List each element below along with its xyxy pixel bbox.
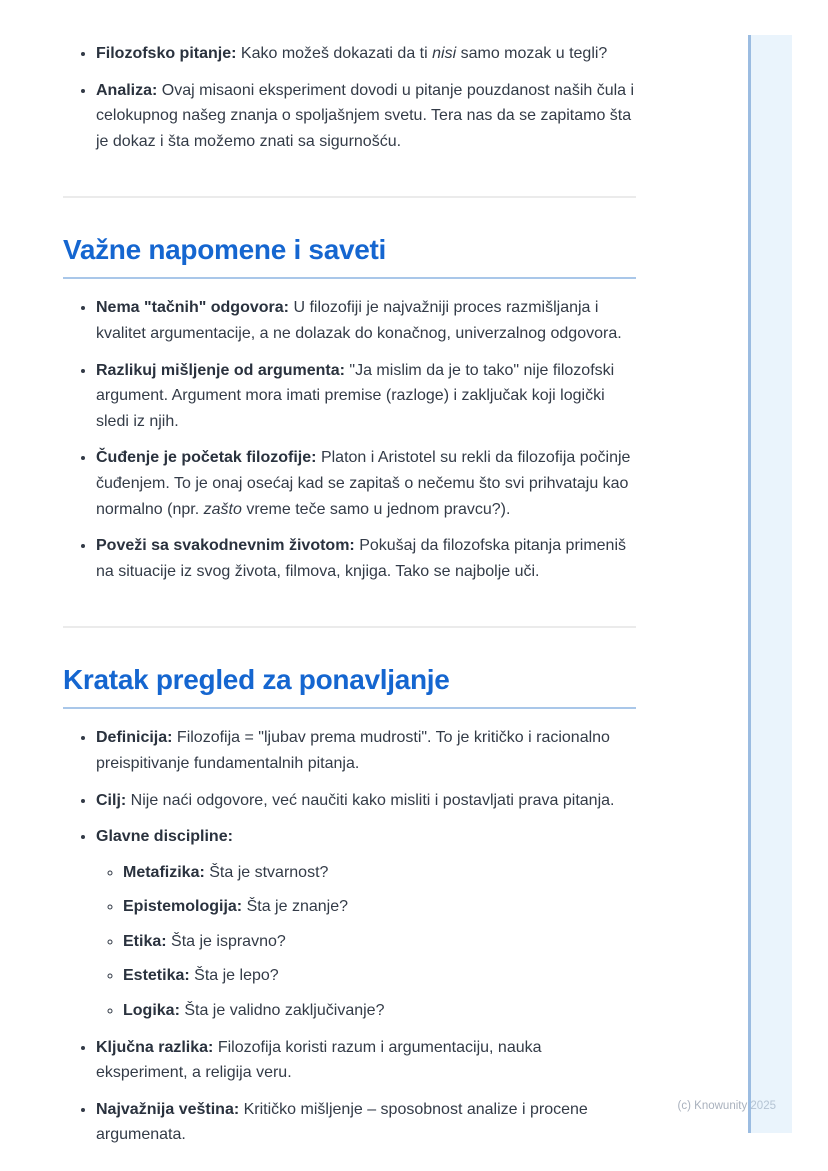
item-label: Glavne discipline: xyxy=(96,828,233,846)
item-text: vreme teče samo u jednom pravcu?). xyxy=(246,500,511,518)
list-item xyxy=(96,725,636,776)
item-label: Logika: xyxy=(123,1002,180,1020)
list-item xyxy=(96,41,636,67)
list-item xyxy=(96,788,636,814)
item-label: Estetika: xyxy=(123,967,190,985)
item-label: Metafizika: xyxy=(123,863,205,881)
list-item xyxy=(96,295,636,346)
list-item xyxy=(96,533,636,584)
sublist-item xyxy=(123,929,636,955)
item-label: Etika: xyxy=(123,932,167,950)
list-item xyxy=(96,1097,636,1148)
disciplines-sublist xyxy=(96,860,636,1024)
list-item xyxy=(96,824,636,1024)
sublist-item xyxy=(123,860,636,886)
item-text: Šta je lepo? xyxy=(194,967,279,985)
item-text: "Ja mislim da je to tako" nije filozofski argument. Argument mora imati premise (razloge) i zaključak koji logički sledi iz njih. xyxy=(96,361,615,430)
item-text: Ovaj misaoni eksperiment dovodi u pitanje pouzdanost naših čula i celokupnog našeg znanja o spoljašnjem svetu. Tera nas da se zapitamo šta je dokaz i šta možemo znati sa sigurnošću. xyxy=(96,81,635,150)
item-label: Analiza: xyxy=(96,81,158,99)
section-title-review: Kratak pregled za ponavljanje xyxy=(63,664,636,709)
item-label: Nema "tačnih" odgovora: xyxy=(96,299,289,317)
section-divider xyxy=(63,626,636,628)
item-italic: nisi xyxy=(432,45,457,62)
list-item xyxy=(96,445,636,522)
item-text: samo mozak u tegli? xyxy=(460,45,608,62)
item-label: Ključna razlika: xyxy=(96,1038,214,1056)
item-text: Kritičko mišljenje – sposobnost analize i procene argumenata. xyxy=(96,1100,588,1144)
item-label: Cilj: xyxy=(96,791,127,809)
document-content xyxy=(63,0,636,1159)
scrollbar[interactable] xyxy=(748,35,792,1133)
intro-list xyxy=(63,41,636,154)
item-text: Pokušaj da filozofska pitanja primeniš na situacije iz svog života, filmova, knjiga. Tako se najbolje uči. xyxy=(96,537,627,580)
list-item xyxy=(96,358,636,435)
item-text: Platon i Aristotel su rekli da filozofija počinje čuđenjem. To je onaj osećaj kad se zapitaš o nečemu što svi prihvataju kao normalno (npr. xyxy=(96,449,631,518)
sublist-item xyxy=(123,963,636,989)
section-title-notes: Važne napomene i saveti xyxy=(63,234,636,279)
item-text: Šta je ispravno? xyxy=(171,932,286,950)
item-text: Šta je stvarnost? xyxy=(209,863,329,881)
notes-list xyxy=(63,295,636,584)
item-label: Najvažnija veština: xyxy=(96,1100,240,1118)
item-italic: zašto xyxy=(203,500,242,518)
item-label: Poveži sa svakodnevnim životom: xyxy=(96,537,355,555)
list-item xyxy=(96,78,636,155)
item-label: Čuđenje je početak filozofije: xyxy=(96,449,317,467)
item-label: Filozofsko pitanje: xyxy=(96,45,237,62)
item-text: Filozofija koristi razum i argumentaciju, nauka eksperiment, a religija veru. xyxy=(96,1038,542,1082)
item-text: Nije naći odgovore, već naučiti kako misliti i postavljati prava pitanja. xyxy=(130,791,615,809)
item-text: Kako možeš dokazati da ti xyxy=(240,45,428,62)
review-list xyxy=(63,725,636,1148)
sublist-item xyxy=(123,894,636,920)
item-label: Definicija: xyxy=(96,729,173,747)
item-text: Šta je validno zaključivanje? xyxy=(184,1002,385,1020)
item-text: U filozofiji je najvažniji proces razmišljanja i kvalitet argumentacije, a ne dolazak do konačnog, univerzalnog odgovora. xyxy=(96,299,622,342)
list-item xyxy=(96,1035,636,1086)
section-divider xyxy=(63,196,636,198)
item-text: Filozofija = "ljubav prema mudrosti". To je kritičko i racionalno preispitivanje fundamentalnih pitanja. xyxy=(96,729,610,772)
item-label: Epistemologija: xyxy=(123,898,243,916)
sublist-item xyxy=(123,998,636,1024)
item-text: Šta je znanje? xyxy=(246,898,348,916)
item-label: Razlikuj mišljenje od argumenta: xyxy=(96,361,345,379)
copyright-footer: (c) Knowunity 2025 xyxy=(677,1100,776,1112)
